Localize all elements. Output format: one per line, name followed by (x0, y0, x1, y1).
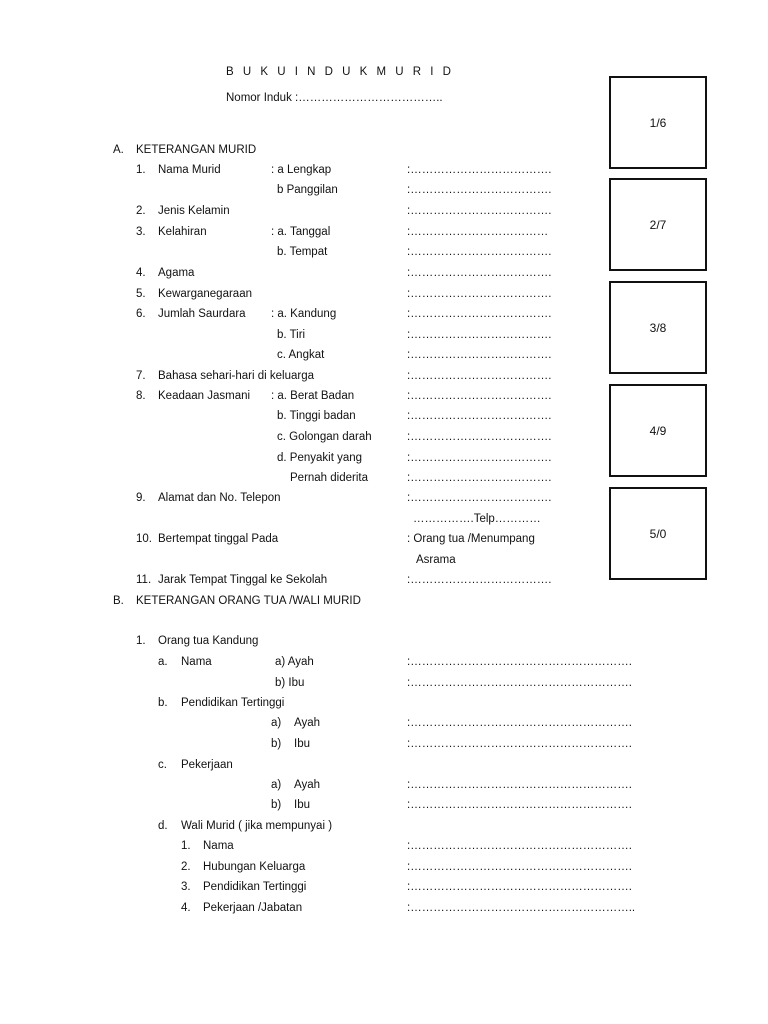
box-label: 4/9 (649, 423, 667, 438)
box-label: 5/0 (649, 526, 667, 541)
row-sub: : a. Berat Badan (271, 390, 355, 402)
row-sub: : a. Tanggal (271, 226, 331, 238)
wali-num: 3. (181, 881, 191, 893)
blank-line: :………………………………. (407, 390, 552, 402)
row-label: Bahasa sehari-hari di keluarga (158, 370, 314, 382)
blank-line: :………………………………. (407, 308, 552, 320)
blank-line: :………………………………. (407, 410, 552, 422)
sub-letter: d. (158, 820, 168, 832)
section-b-letter: B. (113, 595, 124, 607)
sub-label: Pendidikan Tertinggi (181, 697, 285, 709)
row-label: Jenis Kelamin (158, 205, 230, 217)
row-sub: b. Tempat (277, 246, 328, 258)
row-label: Kelahiran (158, 226, 207, 238)
row-sub: c. Angkat (277, 349, 325, 361)
blank-line: :………………………………. (407, 164, 552, 176)
wali-label: Nama (203, 840, 234, 852)
sub-item: a) Ayah (275, 656, 314, 668)
photo-box-5 (609, 487, 707, 580)
sub-item: b) Ibu (275, 677, 305, 689)
row-sub: : a. Kandung (271, 308, 337, 320)
blank-line: :…………………………………………………. (407, 779, 632, 791)
blank-line: :………………………………. (407, 472, 552, 484)
wali-num: 4. (181, 902, 191, 914)
row-num: 2. (136, 205, 146, 217)
row-label: Agama (158, 267, 195, 279)
box-label: 2/7 (649, 217, 667, 232)
section-a-letter: A. (113, 144, 124, 156)
blank-line: :…………………………………………………. (407, 799, 632, 811)
row-num: 5. (136, 288, 146, 300)
sub-letter: b. (158, 697, 168, 709)
nomor-induk: Nomor Induk :……………………………….. (226, 92, 443, 104)
blank-line: :…………………………………………………. (407, 881, 632, 893)
sub-letter: c. (158, 759, 167, 771)
document-title: B U K U I N D U K M U R I D (226, 66, 454, 78)
row-sub: Pernah diderita (290, 472, 368, 484)
blank-line: :………………………………. (407, 246, 552, 258)
row-label: Jarak Tempat Tinggal ke Sekolah (158, 574, 328, 586)
telp-line: …………….Telp………… (413, 513, 541, 525)
section-b-title: KETERANGAN ORANG TUA /WALI MURID (136, 595, 361, 607)
sub-item: Ibu (294, 799, 310, 811)
wali-label: Pekerjaan /Jabatan (203, 902, 303, 914)
row-label: Bertempat tinggal Pada (158, 533, 279, 545)
blank-line: :………………………………. (407, 205, 552, 217)
row-num: 1. (136, 164, 146, 176)
blank-line: :…………………………………………………. (407, 677, 632, 689)
row-label: Jumlah Saurdara (158, 308, 246, 320)
blank-line: :…………………………………………………. (407, 656, 632, 668)
sub-marker: a) (271, 779, 282, 791)
sub-letter: a. (158, 656, 168, 668)
row-label: Keadaan Jasmani (158, 390, 251, 402)
row-num: 10. (136, 533, 152, 545)
box-label: 3/8 (649, 320, 667, 335)
blank-line: :………………………………. (407, 452, 552, 464)
sub-label: Nama (181, 656, 212, 668)
blank-line: :…………………………………………………. (407, 717, 632, 729)
row-sub: c. Golongan darah (277, 431, 372, 443)
row-label: Alamat dan No. Telepon (158, 492, 281, 504)
photo-box-3 (609, 281, 707, 374)
blank-line: :…………………………………………………. (407, 738, 632, 750)
row-num: 8. (136, 390, 146, 402)
sub-item: Ibu (294, 738, 310, 750)
wali-num: 2. (181, 861, 191, 873)
sub-item: Ayah (294, 779, 321, 791)
sub-label: Wali Murid ( jika mempunyai ) (181, 820, 333, 832)
box-label: 1/6 (649, 115, 667, 130)
row-sub: : a Lengkap (271, 164, 332, 176)
blank-line: :………………………………. (407, 329, 552, 341)
photo-box-1 (609, 76, 707, 169)
sub-item: Ayah (294, 717, 321, 729)
wali-label: Hubungan Keluarga (203, 861, 306, 873)
blank-line: :………………………………. (407, 370, 552, 382)
blank-line: :………………………………………………….. (407, 902, 636, 914)
section-a-title: KETERANGAN MURID (136, 144, 257, 156)
row-num: 6. (136, 308, 146, 320)
row-num: 7. (136, 370, 146, 382)
sub-marker: b) (271, 738, 282, 750)
row-sub: b. Tinggi badan (277, 410, 356, 422)
row-sub: b. Tiri (277, 329, 306, 341)
sub-label: Pekerjaan (181, 759, 233, 771)
photo-box-2 (609, 178, 707, 271)
blank-line: :………………………………. (407, 288, 552, 300)
blank-line: :………………………………. (407, 492, 552, 504)
row-value: : Orang tua /Menumpang (407, 533, 535, 545)
row-num: 11. (136, 574, 152, 586)
blank-line: :………………………………. (407, 184, 552, 196)
row-num: 3. (136, 226, 146, 238)
row-num: 1. (136, 635, 146, 647)
row-label: Orang tua Kandung (158, 635, 259, 647)
blank-line: :………………………………. (407, 431, 552, 443)
row-num: 4. (136, 267, 146, 279)
row-sub: b Panggilan (277, 184, 338, 196)
row-sub: d. Penyakit yang (277, 452, 363, 464)
blank-line: :……………………………… (407, 226, 549, 238)
row-label: Kewarganegaraan (158, 288, 252, 300)
row-label: Nama Murid (158, 164, 221, 176)
photo-box-4 (609, 384, 707, 477)
sub-marker: b) (271, 799, 282, 811)
row-num: 9. (136, 492, 146, 504)
blank-line: :………………………………. (407, 349, 552, 361)
blank-line: :………………………………. (407, 574, 552, 586)
sub-marker: a) (271, 717, 282, 729)
blank-line: :…………………………………………………. (407, 861, 632, 873)
blank-line: :………………………………. (407, 267, 552, 279)
blank-line: :…………………………………………………. (407, 840, 632, 852)
wali-label: Pendidikan Tertinggi (203, 881, 307, 893)
wali-num: 1. (181, 840, 191, 852)
row-value: Asrama (416, 554, 456, 566)
